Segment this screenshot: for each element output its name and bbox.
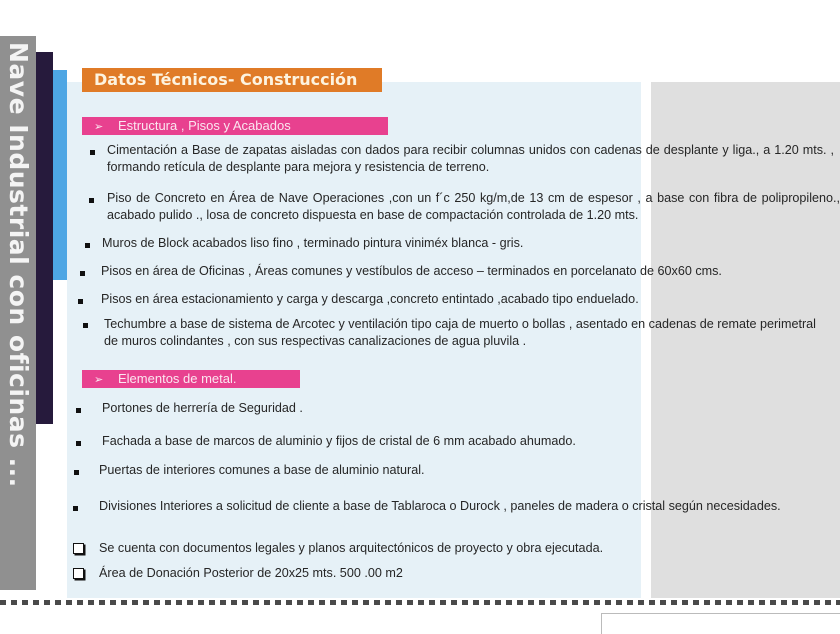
square-bullet-icon: [89, 198, 94, 203]
arrow-bullet-icon: ➢: [94, 374, 104, 386]
arrow-bullet-icon: ➢: [94, 121, 104, 133]
list-item: Muros de Block acabados liso fino , terminado pintura viniméx blanca - gris.: [102, 236, 524, 250]
page-title: Datos Técnicos- Construcción: [82, 68, 382, 92]
list-item: Pisos en área estacionamiento y carga y descarga ,concreto entintado ,acabado tipo enduelado.: [101, 292, 639, 306]
note-item: Se cuenta con documentos legales y planos arquitectónicos de proyecto y obra ejecutada.: [99, 541, 604, 555]
section-header-estructura: [82, 117, 388, 135]
vertical-title: Nave Industrial con oficinas ...: [4, 42, 33, 488]
list-item: Techumbre a base de sistema de Arcotec y ventilación tipo caja de muerto o bollas , asentado en cadenas de remate perimetral de muros colindantes , con sus respectivas canalizaciones de agua pluvila .: [104, 317, 816, 348]
note-item: Área de Donación Posterior de 20x25 mts. 500 .00 m2: [99, 566, 403, 580]
square-bullet-icon: [74, 470, 79, 475]
square-bullet-icon: [80, 271, 85, 276]
square-bullet-icon: [76, 408, 81, 413]
square-bullet-icon: [90, 150, 95, 155]
square-bullet-icon: [83, 323, 88, 328]
sidebar-blue-band: [53, 70, 67, 280]
section-label: Elementos de metal.: [118, 371, 237, 386]
list-item: Puertas de interiores comunes a base de aluminio natural.: [99, 463, 425, 477]
square-bullet-icon: [78, 299, 83, 304]
dotted-divider: [0, 600, 840, 605]
section-label: Estructura , Pisos y Acabados: [118, 118, 291, 133]
square-bullet-icon: [73, 506, 78, 511]
list-item: Piso de Concreto en Área de Nave Operaciones ,con un f´c 250 kg/m,de 13 cm de espesor , a base con fibra de polipropileno., acabado pulido ., losa de concreto dispuesta en base de compactación controlada de 1.20 mts.: [107, 191, 840, 222]
list-item: Fachada a base de marcos de aluminio y fijos de cristal de 6 mm acabado ahumado.: [102, 434, 576, 448]
list-item: Portones de herrería de Seguridad .: [102, 401, 303, 415]
checkbox-bullet-icon: [73, 568, 84, 579]
checkbox-bullet-icon: [73, 543, 84, 554]
list-item: Cimentación a Base de zapatas aisladas con dados para recibir columnas unidos con cadenas de desplante y liga., a 1.20 mts. , formando retícula de desplante para mejora y resistencia de terreno.: [107, 143, 834, 174]
list-item: Divisiones Interiores a solicitud de cliente a base de Tablaroca o Durock , paneles de madera o cristal según necesidades.: [99, 499, 781, 513]
square-bullet-icon: [85, 243, 90, 248]
section-header-elementos-metal: [82, 370, 300, 388]
bottom-frame: [601, 613, 840, 634]
list-item: Pisos en área de Oficinas , Áreas comunes y vestíbulos de acceso – terminados en porcelanato de 60x60 cms.: [101, 264, 722, 278]
sidebar-dark-band: [36, 52, 53, 424]
square-bullet-icon: [76, 441, 81, 446]
